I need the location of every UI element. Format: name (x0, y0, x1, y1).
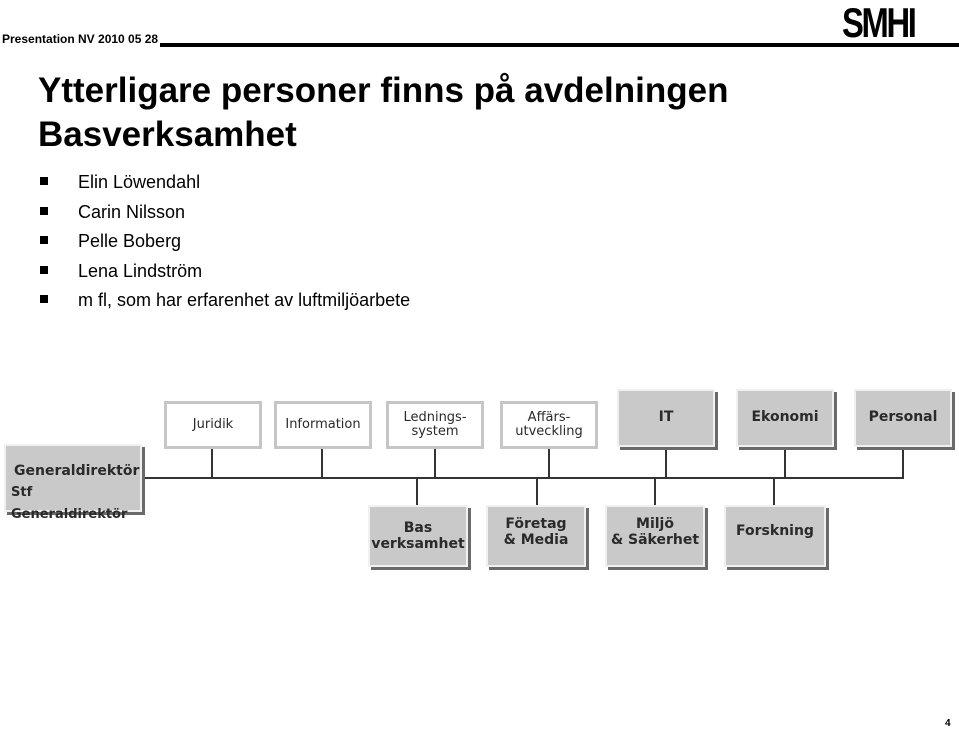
org-box-ekonomi: Ekonomi (736, 389, 834, 447)
bullet-item: Elin Löwendahl (40, 168, 410, 198)
slide-title: Ytterligare personer finns på avdelningen Basverksamhet (38, 71, 729, 154)
org-box-forskning: Forskning (724, 505, 826, 567)
org-connector (665, 450, 667, 478)
org-box-affarsutveckling: Affärs- utveckling (500, 401, 598, 449)
org-box-generaldirektor (4, 444, 142, 522)
org-box-it: IT (617, 389, 715, 447)
page-number: 4 (945, 718, 951, 729)
org-box-miljo-sakerhet: Miljö & Säkerhet (605, 505, 705, 567)
org-box-ledningssystem: Lednings- system (386, 401, 484, 449)
smhi-logo: SMHI (842, 0, 915, 46)
bullet-list (40, 168, 410, 316)
org-generaldirektor-label: Generaldirektör (14, 463, 140, 479)
org-connector (434, 449, 436, 478)
org-box-personal: Personal (854, 389, 952, 447)
org-stf-generaldirektor-label: Stf Generaldirektör (11, 485, 128, 522)
org-box-information: Information (274, 401, 372, 449)
org-connector (902, 450, 904, 478)
header-rule (160, 43, 959, 47)
org-connector (548, 449, 550, 478)
bullet-item: Carin Nilsson (40, 198, 410, 228)
bullet-item: m fl, som har erfarenhet av luftmiljöarbete (40, 286, 410, 316)
org-connector (416, 478, 418, 505)
org-connector (773, 478, 775, 505)
org-connector (784, 450, 786, 478)
org-box-basverksamhet: Bas verksamhet (368, 505, 468, 567)
org-connector (654, 478, 656, 505)
org-box-foretag-media: Företag & Media (486, 505, 586, 567)
bullet-item: Lena Lindström (40, 257, 410, 287)
org-connector (211, 449, 213, 478)
bullet-item: Pelle Boberg (40, 227, 410, 257)
org-connector (321, 449, 323, 478)
org-main-connector (140, 477, 904, 479)
org-connector (536, 478, 538, 505)
org-box-juridik: Juridik (164, 401, 262, 449)
presentation-header-label: Presentation NV 2010 05 28 (2, 32, 159, 46)
